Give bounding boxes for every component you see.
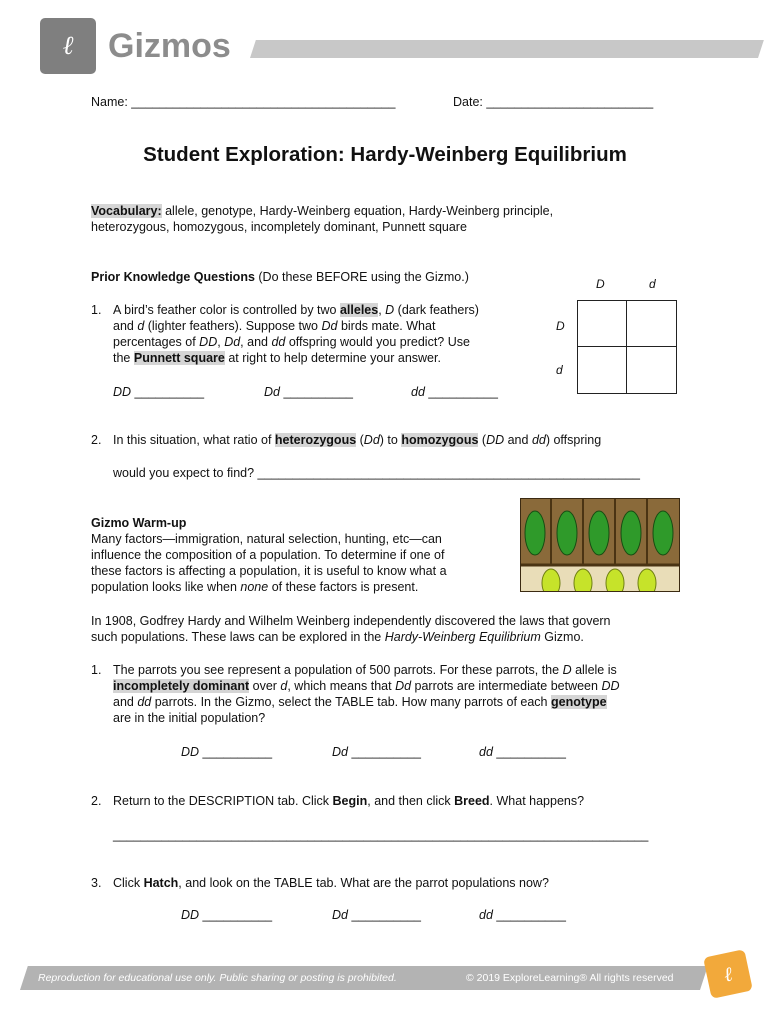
answer-dd-small-3[interactable]: dd __________ [479,908,566,922]
answer-ratio-line[interactable]: would you expect to find? _______________________________________________________ [113,466,640,480]
answer-dd-2[interactable]: DD __________ [181,745,273,759]
footer-disclaimer: Reproduction for educational use only. Public sharing or posting is prohibited. [38,972,397,984]
answer-Dd-1[interactable]: Dd __________ [264,385,353,399]
header-bar [250,40,764,58]
answer-Dd-3[interactable]: Dd __________ [332,908,421,922]
punnett-divider [626,300,627,394]
name-field[interactable]: Name: ______________________________________ [91,95,396,109]
question-1: 1. A bird’s feather color is controlled by two alleles, D (dark feathers) and d (lighter feathers). Suppose two Dd birds mate. What percentages of DD, Dd, and dd offspring would you predict? Use the Punnett square at right to help determine your answer. [91,303,479,365]
warmup-question-1: 1. The parrots you see represent a population of 500 parrots. For these parrots, the D allele is incompletely dominant over d, which means that Dd parrots are intermediate between DD and dd parrots. In the Gizmo, select the TABLE tab. How many parrots of each genotype are in the initial population? [91,663,620,725]
punnett-col-label: d [649,277,656,291]
date-field[interactable]: Date: ________________________ [453,95,654,109]
answer-dd-small-2[interactable]: dd __________ [479,745,566,759]
parrots-illustration [521,499,679,591]
answer-dd-small-1[interactable]: dd __________ [411,385,498,399]
prior-knowledge-heading: Prior Knowledge Questions (Do these BEFORE using the Gizmo.) [91,270,469,284]
explorelearning-footer-logo: ℓ [703,949,753,999]
answer-Dd-2[interactable]: Dd __________ [332,745,421,759]
answer-dd-1[interactable]: DD __________ [113,385,205,399]
warmup-section: Gizmo Warm-up Many factors—immigration, natural selection, hunting, etc—can influence the composition of a population. To determine if one of these factors is affecting a population, it is useful to know what a population looks like when none of these factors is present. [91,515,511,595]
punnett-square[interactable] [577,300,677,394]
question-2: 2. In this situation, what ratio of heterozygous (Dd) to homozygous (DD and dd) offspring [91,433,602,447]
answer-what-happens-line[interactable]: _____________________________________________________________________________ [113,828,649,842]
vocabulary: Vocabulary: allele, genotype, Hardy-Weinberg equation, Hardy-Weinberg principle, heterozygous, homozygous, incompletely dominant, Punnett square [91,204,554,234]
punnett-col-label: D [596,277,605,291]
vocabulary-label: Vocabulary: [91,204,162,218]
parrot-population-image [520,498,680,592]
punnett-row-label: D [556,319,565,333]
punnett-divider [577,346,677,347]
warmup-heading: Gizmo Warm-up [91,516,187,530]
warmup-question-3: 3. Click Hatch, and look on the TABLE tab. What are the parrot populations now? [91,876,549,890]
gizmos-brand: Gizmos [108,27,231,65]
warmup-question-2: 2. Return to the DESCRIPTION tab. Click Begin, and then click Breed. What happens? [91,794,585,808]
answer-dd-3[interactable]: DD __________ [181,908,273,922]
footer-copyright: © 2019 ExploreLearning® All rights reserved [466,972,674,984]
hardy-weinberg-intro: In 1908, Godfrey Hardy and Wilhelm Weinberg independently discovered the laws that govern such populations. These laws can be explored in the Hardy-Weinberg Equilibrium Gizmo. [91,614,611,644]
punnett-row-label: d [556,363,563,377]
explorelearning-logo: ℓ [40,18,96,74]
page-title: Student Exploration: Hardy-Weinberg Equilibrium [143,143,627,166]
